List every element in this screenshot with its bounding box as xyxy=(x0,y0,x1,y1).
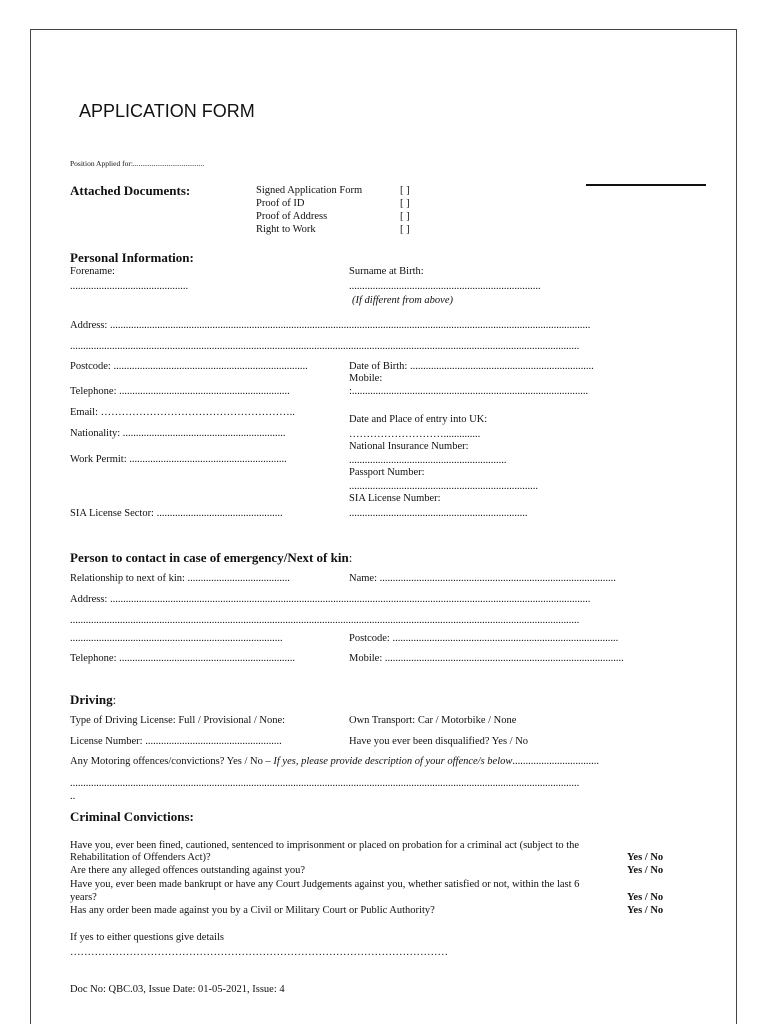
ni-number-label: National Insurance Number: xyxy=(349,441,469,452)
sia-number-label: SIA License Number: xyxy=(349,493,441,504)
kin-telephone-field[interactable]: Telephone: ................................................................... xyxy=(70,653,295,664)
criminal-answer-2[interactable]: Yes / No xyxy=(627,865,664,876)
offences-line2-field[interactable]: .................................................................................................................................................................................................. xyxy=(70,778,580,789)
forename-field[interactable]: ............................................. xyxy=(70,281,189,292)
nationality-field[interactable]: Nationality: .............................................................. xyxy=(70,428,286,439)
telephone-field[interactable]: Telephone: ................................................................. xyxy=(70,386,290,397)
disqualified-field[interactable]: Have you ever been disqualified? Yes / No xyxy=(349,736,529,747)
motoring-offences-field[interactable]: Any Motoring offences/convictions? Yes / No – If yes, please provide description of your offence/s below................................. xyxy=(70,756,600,767)
attached-item-checkbox[interactable]: [ ] xyxy=(400,224,410,235)
criminal-question-1-cont: Rehabilitation of Offenders Act)? xyxy=(70,852,211,863)
postcode-field[interactable]: Postcode: .......................................................................... xyxy=(70,361,308,372)
criminal-question-3-cont: years? xyxy=(70,892,97,903)
attached-item-label: Proof of ID xyxy=(256,198,305,209)
position-applied-field[interactable]: Position Applied for:...................................... xyxy=(70,159,205,168)
signature-rule xyxy=(586,184,706,186)
license-number-field[interactable]: License Number: .................................................... xyxy=(70,736,282,747)
details-label: If yes to either questions give details xyxy=(70,932,224,943)
attached-item-checkbox[interactable]: [ ] xyxy=(400,198,410,209)
own-transport-field[interactable]: Own Transport: Car / Motorbike / None xyxy=(349,715,517,726)
attached-item-checkbox[interactable]: [ ] xyxy=(400,185,410,196)
attached-item-label: Signed Application Form xyxy=(256,185,363,196)
surname-label: Surname at Birth: xyxy=(349,266,424,277)
details-field[interactable]: ……………………………………………………………………………………………… xyxy=(70,947,448,958)
attached-item-label: Right to Work xyxy=(256,224,316,235)
relationship-field[interactable]: Relationship to next of kin: ....................................... xyxy=(70,573,290,584)
criminal-answer-1[interactable]: Yes / No xyxy=(627,852,664,863)
work-permit-field[interactable]: Work Permit: ............................................................ xyxy=(70,454,287,465)
sia-sector-field[interactable]: SIA License Sector: ................................................ xyxy=(70,508,283,519)
surname-note: (If different from above) xyxy=(352,295,453,306)
ni-number-field[interactable]: ............................................................ xyxy=(349,455,507,466)
criminal-answer-3[interactable]: Yes / No xyxy=(627,892,664,903)
criminal-question-1: Have you, ever been fined, cautioned, sentenced to imprisonment or placed on probation for a criminal act (subject to the xyxy=(70,840,580,851)
passport-number-label: Passport Number: xyxy=(349,467,425,478)
criminal-question-4: Has any order been made against you by a Civil or Military Court or Public Authority? xyxy=(70,905,435,916)
kin-address-line2-field[interactable]: .................................................................................................................................................................................................. xyxy=(70,615,580,626)
address-field[interactable]: Address: ....................................................................................................................................................................................... xyxy=(70,320,591,331)
license-type-field[interactable]: Type of Driving License: Full / Provisional / None: xyxy=(70,715,286,726)
email-field[interactable]: Email: ……………………………………………….. xyxy=(70,407,295,418)
document-footer: Doc No: QBC.03, Issue Date: 01-05-2021, Issue: 4 xyxy=(70,984,285,995)
criminal-question-2: Are there any alleged offences outstanding against you? xyxy=(70,865,306,876)
kin-name-field[interactable]: Name: .......................................................................................... xyxy=(349,573,616,584)
surname-field[interactable]: ......................................................................... xyxy=(349,281,541,292)
mobile-field[interactable]: :.......................................................................................... xyxy=(349,386,589,397)
attached-item-checkbox[interactable]: [ ] xyxy=(400,211,410,222)
driving-heading: Driving: xyxy=(70,692,117,707)
attached-documents-heading: Attached Documents: xyxy=(70,183,191,198)
offences-line3-field[interactable]: .. xyxy=(70,791,76,802)
criminal-convictions-heading: Criminal Convictions: xyxy=(70,809,194,824)
form-title: APPLICATION FORM xyxy=(79,101,255,121)
criminal-answer-4[interactable]: Yes / No xyxy=(627,905,664,916)
criminal-question-3: Have you, ever been made bankrupt or have any Court Judgements against you, whether satisfied or not, within the last 6 xyxy=(70,879,580,890)
kin-postcode-field[interactable]: Postcode: ...................................................................................... xyxy=(349,633,619,644)
date-of-birth-field[interactable]: Date of Birth: ...................................................................... xyxy=(349,361,594,372)
forename-label: Forename: xyxy=(70,266,115,277)
kin-mobile-field[interactable]: Mobile: ........................................................................................... xyxy=(349,653,624,664)
mobile-label: Mobile: xyxy=(349,373,383,384)
emergency-contact-heading: Person to contact in case of emergency/Next of kin: xyxy=(70,550,353,565)
attached-item-label: Proof of Address xyxy=(256,211,328,222)
personal-information-heading: Personal Information: xyxy=(70,250,194,265)
address-line2-field[interactable]: .................................................................................................................................................................................................. xyxy=(70,341,580,352)
entry-uk-field[interactable]: ……………………….............. xyxy=(349,429,481,440)
passport-number-field[interactable]: ........................................................................ xyxy=(349,481,538,492)
entry-uk-label: Date and Place of entry into UK: xyxy=(349,414,488,425)
kin-address-field[interactable]: Address: ....................................................................................................................................................................................... xyxy=(70,594,591,605)
sia-number-field[interactable]: .................................................................... xyxy=(349,508,528,519)
kin-address-line3-field[interactable]: ................................................................................. xyxy=(70,633,283,644)
